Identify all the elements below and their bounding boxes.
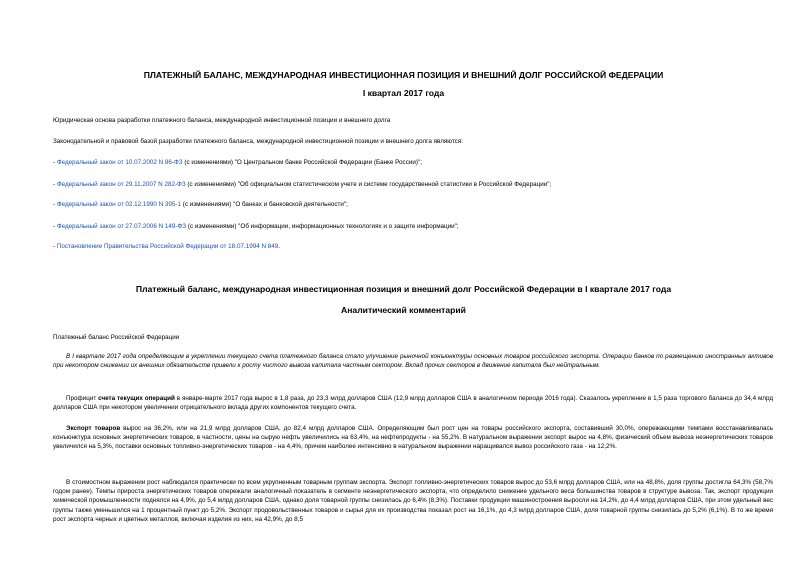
paragraph-summary: В I квартале 2017 года определяющим в укреплении текущего счета платежного баланса стало улучшение рыночной конъюнктуры основных товаров российского экспорта. Операции банков по размещению иностранных активов при некотором снижении их внешних обязательств привели к росту чистого вывоза капитала частным сектором. Вклад прочих секторов в движение капитала был нейтральным. [53, 353, 773, 370]
legal-list-item: - Федеральный закон от 29.11.2007 N 282-ФЗ (с изменениями) "Об официальном статистическом учете и системе государственной статистики в Российской Федерации"; [53, 181, 552, 188]
paragraph-export-structure: В стоимостном выражении рост наблюдался практически по всем укрупненным товарным группам экспорта. Экспорт топливно-энергетических товаров вырос до 53,6 млрд долларов США, или на 48,8%, доля группы достигла 64,3% (58,7% годом ранее). Темпы прироста энергетических товаров опережали аналогичный показатель в сегменте неэнергетического экспорта, что определило снижение удельного веса большинства товаров в структуре вывоза. Так, экспорт продукции химической промышленности поднялся на 4,9%, до 5,4 млрд долларов США, однако доля товарной группы снизилась до 6,4% (8,3%). Поставки продукции машиностроения выросли на 14,2%, до 4,4 млрд долларов США, при этом удельный вес группы также уменьшился на 1 процентный пункт до 5,2%. Экспорт продовольственных товаров и сырья для их производства показал рост на 16,1%, до 4,3 млрд долларов США, доля товарной группы снизилась до 5,2% (6,1%). В то же время рост экспорта черных и цветных металлов, включая изделия из них, на 42,9%, до 8,5 [53, 479, 773, 523]
paragraph-current-account: Профицит счета текущих операций в январе-марте 2017 года вырос в 1,8 раза, до 23,3 млрд долларов США (12,9 млрд долларов США в аналогичном периоде 2016 года). Сказалось укрепление в 1,5 раза торгового баланса до 34,4 млрд долларов США при некотором увеличении отрицательного вклада других компонентов текущего счета. [53, 395, 773, 412]
legal-intro: Законодательной и правовой базой разработки платежного баланса, международной инвестиционной позиции и внешнего долга являются: [53, 138, 463, 145]
law-link-395-1[interactable]: Федеральный закон от 02.12.1990 N 395-1 [56, 201, 182, 208]
law-link-86-fz[interactable]: Федеральный закон от 10.07.2002 N 86-ФЗ [56, 159, 183, 166]
document-period: I квартал 2017 года [362, 88, 445, 98]
paragraph-exports: Экспорт товаров вырос на 36,2%, или на 21,9 млрд долларов США, до 82,4 млрд долларов США. Определяющим был рост цен на товары российского экспорта, составивший 30,0%, опережающими темпами восстанавливалась конъюнктура основных энергетических товаров, в частности, цены на сырую нефть увеличились на 63,4%, на нефтепродукты - на 55,2%. В натуральном выражении экспорт вырос на 4,8%, физический объем вывоза неэнергетических товаров увеличился на 5,3%, поставки основных топливно-энергетических товаров - на 4,4%, причем наиболее интенсивно в натуральном выражении наращивался вывоз российского газа - на 12,2%. [53, 425, 773, 451]
law-link-149-fz[interactable]: Федеральный закон от 27.07.2006 N 149-ФЗ [56, 223, 187, 230]
commentary-title: Платежный баланс, международная инвестиционная позиция и внешний долг Российской Федерации в I квартале 2017 года [135, 284, 672, 294]
legal-heading: Юридическая основа разработки платежного баланса, международной инвестиционной позиции и внешнего долга [53, 117, 391, 124]
legal-list-item: - Федеральный закон от 02.12.1990 N 395-1 (с изменениями) "О банках и банковской деятельности"; [53, 201, 348, 208]
legal-list-item: - Федеральный закон от 10.07.2002 N 86-ФЗ (с изменениями) "О Центральном банке Российской Федерации (Банке России)"; [53, 159, 422, 166]
section-heading: Платежный баланс Российской Федерации [53, 334, 180, 341]
decree-link-849[interactable]: Постановление Правительства Российской Федерации от 18.07.1994 N 849 [56, 243, 279, 250]
legal-list-item: - Федеральный закон от 27.07.2006 N 149-ФЗ (с изменениями) "Об информации, информационных технологиях и о защите информации"; [53, 223, 459, 230]
law-link-282-fz[interactable]: Федеральный закон от 29.11.2007 N 282-ФЗ [56, 181, 186, 188]
document-title: ПЛАТЕЖНЫЙ БАЛАНС, МЕЖДУНАРОДНАЯ ИНВЕСТИЦИОННАЯ ПОЗИЦИЯ И ВНЕШНИЙ ДОЛГ РОССИЙСКОЙ ФЕДЕРАЦИИ [143, 70, 664, 80]
commentary-subtitle: Аналитический комментарий [341, 305, 466, 315]
legal-list-item: - Постановление Правительства Российской Федерации от 18.07.1994 N 849. [53, 243, 281, 250]
